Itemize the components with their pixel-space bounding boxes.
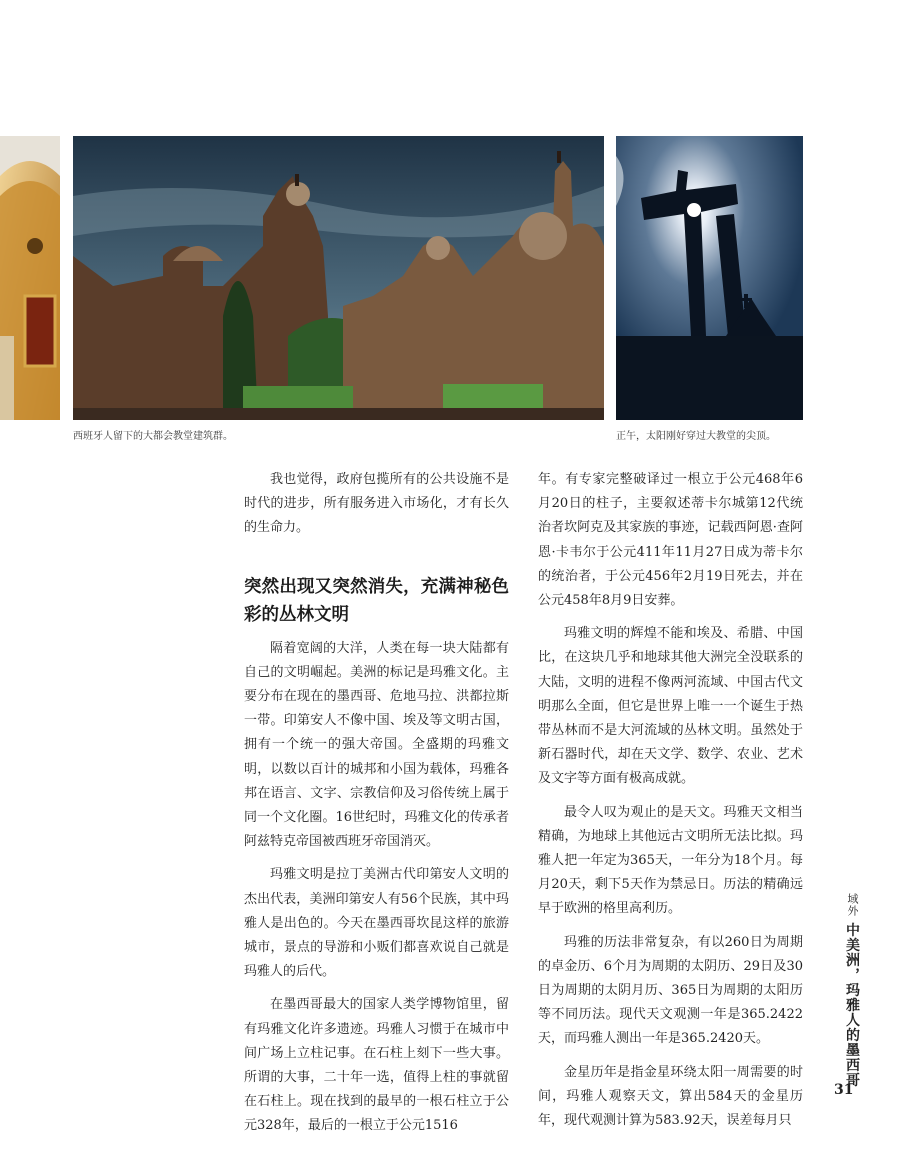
- photo-caption-right: 正午，太阳刚好穿过大教堂的尖顶。: [616, 431, 776, 442]
- paragraph: 隔着宽阔的大洋，人类在每一块大陆都有自己的文明崛起。美洲的标记是玛雅文化。主要分布在现在的墨西哥、危地马拉、洪都拉斯一带。印第安人不像中国、埃及等文明古国，拥有一个统一的强大帝国。全盛期的玛雅文明，以数以百计的城邦和小国为载体，玛雅各邦在语言、文字、宗教信仰及习俗传统上属于同一个文化圈。16世纪时，玛雅文化的传承者阿兹特克帝国被西班牙帝国消灭。: [244, 640, 509, 850]
- paragraph: 我也觉得，政府包揽所有的公共设施不是时代的进步，所有服务进入市场化，才有长久的生命力。: [244, 472, 509, 536]
- paragraph: 在墨西哥最大的国家人类学博物馆里，留有玛雅文化许多遗迹。玛雅人习惯于在城市中间广场上立柱记事。在石柱上刻下一些大事。所谓的大事，二十年一选，值得上柱的事就留在石柱上。现在找到的最早的一根石柱立于公元328年，最后的一根立于公元1516: [244, 997, 509, 1134]
- photo-caption-left: 西班牙人留下的大都会教堂建筑群。: [73, 431, 233, 442]
- paragraph: 金星历年是指金星环绕太阳一周需要的时间，玛雅人观察天文，算出584天的金星历年，现代观测计算为583.92天，误差每月只: [538, 1064, 803, 1129]
- church-interior-photo: [0, 136, 60, 420]
- cross-silhouette-photo: [616, 136, 803, 420]
- paragraph: 玛雅文明的辉煌不能和埃及、希腊、中国比，在这块几乎和地球其他大洲完全没联系的大陆，文明的进程不像两河流域、中国古代文明那么全面，但它是世界上唯一一个诞生于热带丛林而不是大河流域的丛林文明。虽然处于新石器时代，却在天文学、数学、农业、艺术及文字等方面有极高成就。: [538, 626, 803, 787]
- paragraph: 年。有专家完整破译过一根立于公元468年6月20日的柱子，主要叙述蒂卡尔城第12代统治者坎阿克及其家族的事迹，记载西阿恩·查阿恩·卡韦尔于公元411年11月27日成为蒂卡尔的统治者，于公元456年2月19日死去，并在公元458年8月9日安葬。: [538, 472, 803, 609]
- article-column-left: [244, 468, 509, 1148]
- page-number: 31: [834, 1082, 854, 1098]
- chapter-title: 中美洲，玛雅人的墨西哥: [844, 922, 860, 1088]
- cathedral-photo: [73, 136, 604, 420]
- section-heading: 突然出现又突然消失，充满神秘色彩的丛林文明: [244, 576, 509, 625]
- running-header: [834, 893, 862, 1088]
- paragraph: 玛雅的历法非常复杂，有以260日为周期的卓金历、6个月为周期的太阴历、29日及30日为周期的太阴月历、365日为周期的太阳历等不同历法。现代天文观测一年是365.2422天，而玛雅人测出一年是365.2420天。: [538, 934, 803, 1047]
- paragraph: 最令人叹为观止的是天文。玛雅天文相当精确，为地球上其他远古文明所无法比拟。玛雅人把一年定为365天，一年分为18个月。每月20天，剩下5天作为禁忌日。历法的精确远早于欧洲的格里高利历。: [538, 804, 803, 917]
- paragraph: 玛雅文明是拉丁美洲古代印第安人文明的杰出代表，美洲印第安人有56个民族，其中玛雅人是出色的。今天在墨西哥坎昆这样的旅游城市，景点的导游和小贩们都喜欢说自己就是玛雅人的后代。: [244, 867, 509, 980]
- article-column-right: [538, 468, 803, 1142]
- section-label: 域外: [846, 893, 859, 917]
